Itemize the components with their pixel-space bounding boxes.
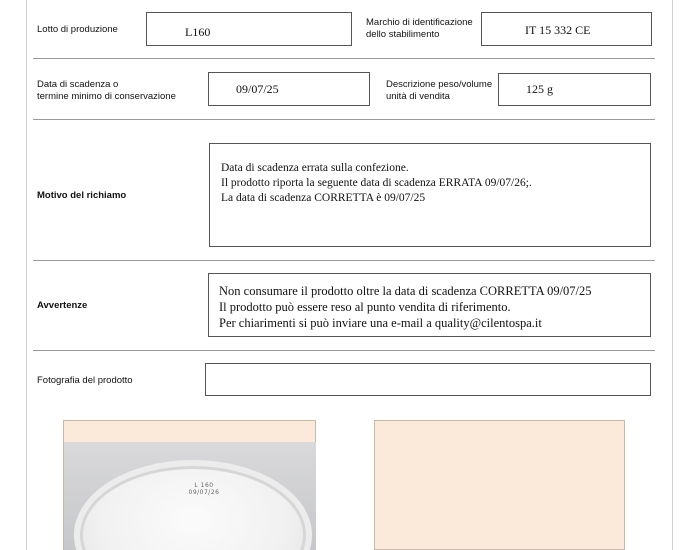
lotto-value: L160	[185, 25, 211, 39]
motivo-line: Data di scadenza errata sulla confezione.	[221, 162, 409, 174]
left-margin-line	[26, 0, 27, 550]
peso-field	[498, 73, 651, 106]
avvertenze-line: Per chiarimenti si può inviare una e-mail a quality@cilentospa.it	[219, 316, 542, 330]
peso-label-line2: unità di vendita	[386, 91, 450, 102]
foto-field	[205, 363, 651, 396]
avvertenze-line: Il prodotto può essere reso al punto vendita di riferimento.	[219, 300, 511, 314]
divider	[33, 350, 655, 351]
scadenza-label-line1: Data di scadenza o	[37, 79, 119, 90]
marchio-value: IT 15 332 CE	[525, 23, 591, 37]
peso-value: 125 g	[526, 82, 553, 96]
marchio-label-line1: Marchio di identificazione	[366, 17, 473, 28]
marchio-label	[366, 17, 473, 41]
motivo-line: Il prodotto riporta la seguente data di scadenza ERRATA 09/07/26;.	[221, 177, 532, 189]
peso-label-line1: Descrizione peso/volume	[386, 79, 493, 90]
lotto-field	[146, 12, 352, 46]
stamp-date: 09/07/26	[188, 489, 220, 496]
stamp-lot: L 160	[194, 482, 214, 489]
divider	[33, 260, 655, 261]
motivo-box	[209, 143, 651, 247]
scadenza-field	[208, 72, 370, 106]
marchio-label-line2: dello stabilimento	[366, 29, 440, 40]
right-margin-line	[672, 0, 673, 550]
product-stamp	[174, 482, 234, 496]
product-lid	[74, 460, 312, 550]
avvertenze-label: Avvertenze	[37, 300, 88, 311]
foto-label: Fotografia del prodotto	[37, 375, 133, 386]
divider	[33, 58, 655, 59]
scadenza-value: 09/07/25	[236, 82, 279, 96]
motivo-label: Motivo del richiamo	[37, 190, 127, 201]
motivo-line: La data di scadenza CORRETTA è 09/07/25	[221, 192, 426, 204]
scadenza-label-line2: termine minimo di conservazione	[37, 91, 176, 102]
marchio-field	[481, 12, 652, 46]
product-photo	[64, 442, 316, 550]
divider	[33, 119, 655, 120]
avvertenze-box	[208, 273, 651, 337]
peso-label	[386, 79, 492, 103]
product-photo-frame-right	[374, 420, 625, 550]
scadenza-label	[37, 79, 176, 103]
lotto-label: Lotto di produzione	[37, 24, 118, 35]
avvertenze-line: Non consumare il prodotto oltre la data di scadenza CORRETTA 09/07/25	[219, 284, 592, 298]
